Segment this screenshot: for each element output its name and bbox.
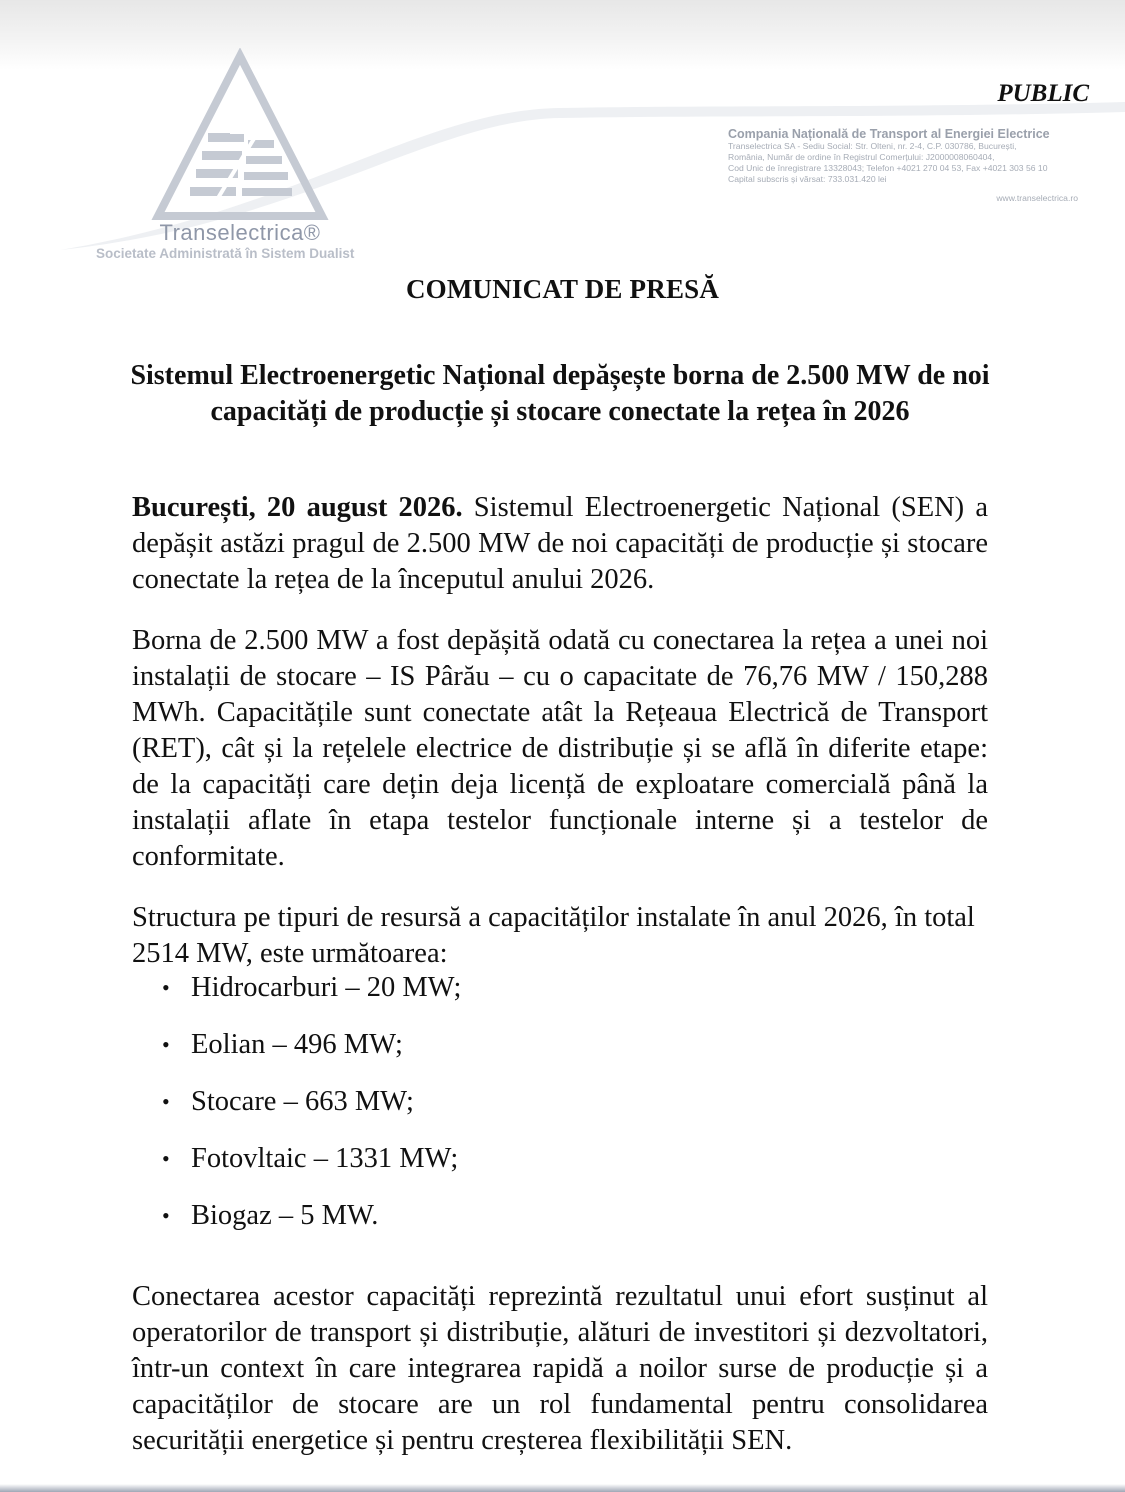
list-item — [162, 1084, 461, 1141]
company-website: www.transelectrica.ro — [996, 193, 1078, 203]
paragraph-conclusion: Conectarea acestor capacități reprezintă rezultatul unui efort susținut al operatorilor de transport și distribuție, alături de investitori și dezvoltatori, într-un context în care integrarea rapidă a noilor surse de producție și a capacităților de stocare are un rol fundamental pentru consolidarea securității energetice și pentru creșterea flexibilității SEN. — [132, 1281, 988, 1456]
transelectrica-logo-icon — [150, 48, 330, 223]
bottom-shadow — [0, 1484, 1125, 1492]
logo-tagline: Societate Administrată în Sistem Dualist — [96, 246, 355, 261]
dateline: București, 20 august 2026. — [132, 492, 463, 523]
paragraph-details: Borna de 2.500 MW a fost depășită odată cu conectarea la rețea a unei noi instalații de stocare – IS Pârău – cu o capacitate de 76,76 MW / 150,288 MWh. Capacitățile sunt conectate atât la Rețeaua Electrică de Transport (RET), cât și la rețelele electrice de distribuție și se află în diferite etape: de la capacități care dețin deja licență de exploatare comercială până la instalații aflate în etapa testelor funcționale interne și a testelor de conformitate. — [132, 625, 988, 872]
company-info — [728, 127, 1080, 203]
bullet-icon: • — [162, 975, 170, 1000]
company-name: Compania Națională de Transport al Energiei Electrice — [728, 127, 1050, 141]
list-item — [162, 1198, 461, 1255]
company-address-line: Transelectrica SA - Sediu Social: Str. Olteni, nr. 2-4, C.P. 030786, București, — [728, 141, 1017, 151]
resource-fotovoltaic: Fotovltaic – 1331 MW; — [191, 1143, 459, 1174]
resource-stocare: Stocare – 663 MW; — [191, 1086, 414, 1117]
classification-label: PUBLIC — [997, 80, 1089, 107]
intro-text: Sistemul Electroenergetic Național (SEN) a depășit astăzi pragul de 2.500 MW de noi capacități de producție și stocare conectate la rețea de la începutul anului 2026. — [132, 492, 988, 595]
resource-eolian: Eolian – 496 MW; — [191, 1029, 403, 1060]
paragraph-structure: Structura pe tipuri de resursă a capacităților instalate în anul 2026, în total 2514 MW, este următoarea: — [132, 902, 975, 969]
bullet-icon: • — [162, 1203, 170, 1228]
logo-name: Transelectrica® — [159, 220, 321, 245]
list-item — [162, 970, 461, 1027]
company-capital-line: Capital subscris și vărsat: 733.031.420 lei — [728, 174, 887, 184]
company-contact-line: Cod Unic de înregistrare 13328043; Telefon +4021 270 04 53, Fax +4021 303 56 10 — [728, 163, 1048, 173]
company-registry-line: România, Număr de ordine în Registrul Comerțului: J2000008060404, — [728, 152, 995, 162]
paragraph-intro — [132, 490, 988, 598]
list-item — [162, 1027, 461, 1084]
bullet-icon: • — [162, 1146, 170, 1171]
resource-biogaz: Biogaz – 5 MW. — [191, 1200, 379, 1231]
press-release-headline: Sistemul Electroenergetic Național depășește borna de 2.500 MW de noi capacități de producție și stocare conectate la rețea în 2026 — [130, 360, 990, 427]
resource-list — [162, 970, 461, 1255]
bullet-icon: • — [162, 1032, 170, 1057]
list-item — [162, 1141, 461, 1198]
resource-hidrocarburi: Hidrocarburi – 20 MW; — [191, 972, 462, 1003]
document-title: COMUNICAT DE PRESĂ — [405, 274, 720, 304]
bullet-icon: • — [162, 1089, 170, 1114]
